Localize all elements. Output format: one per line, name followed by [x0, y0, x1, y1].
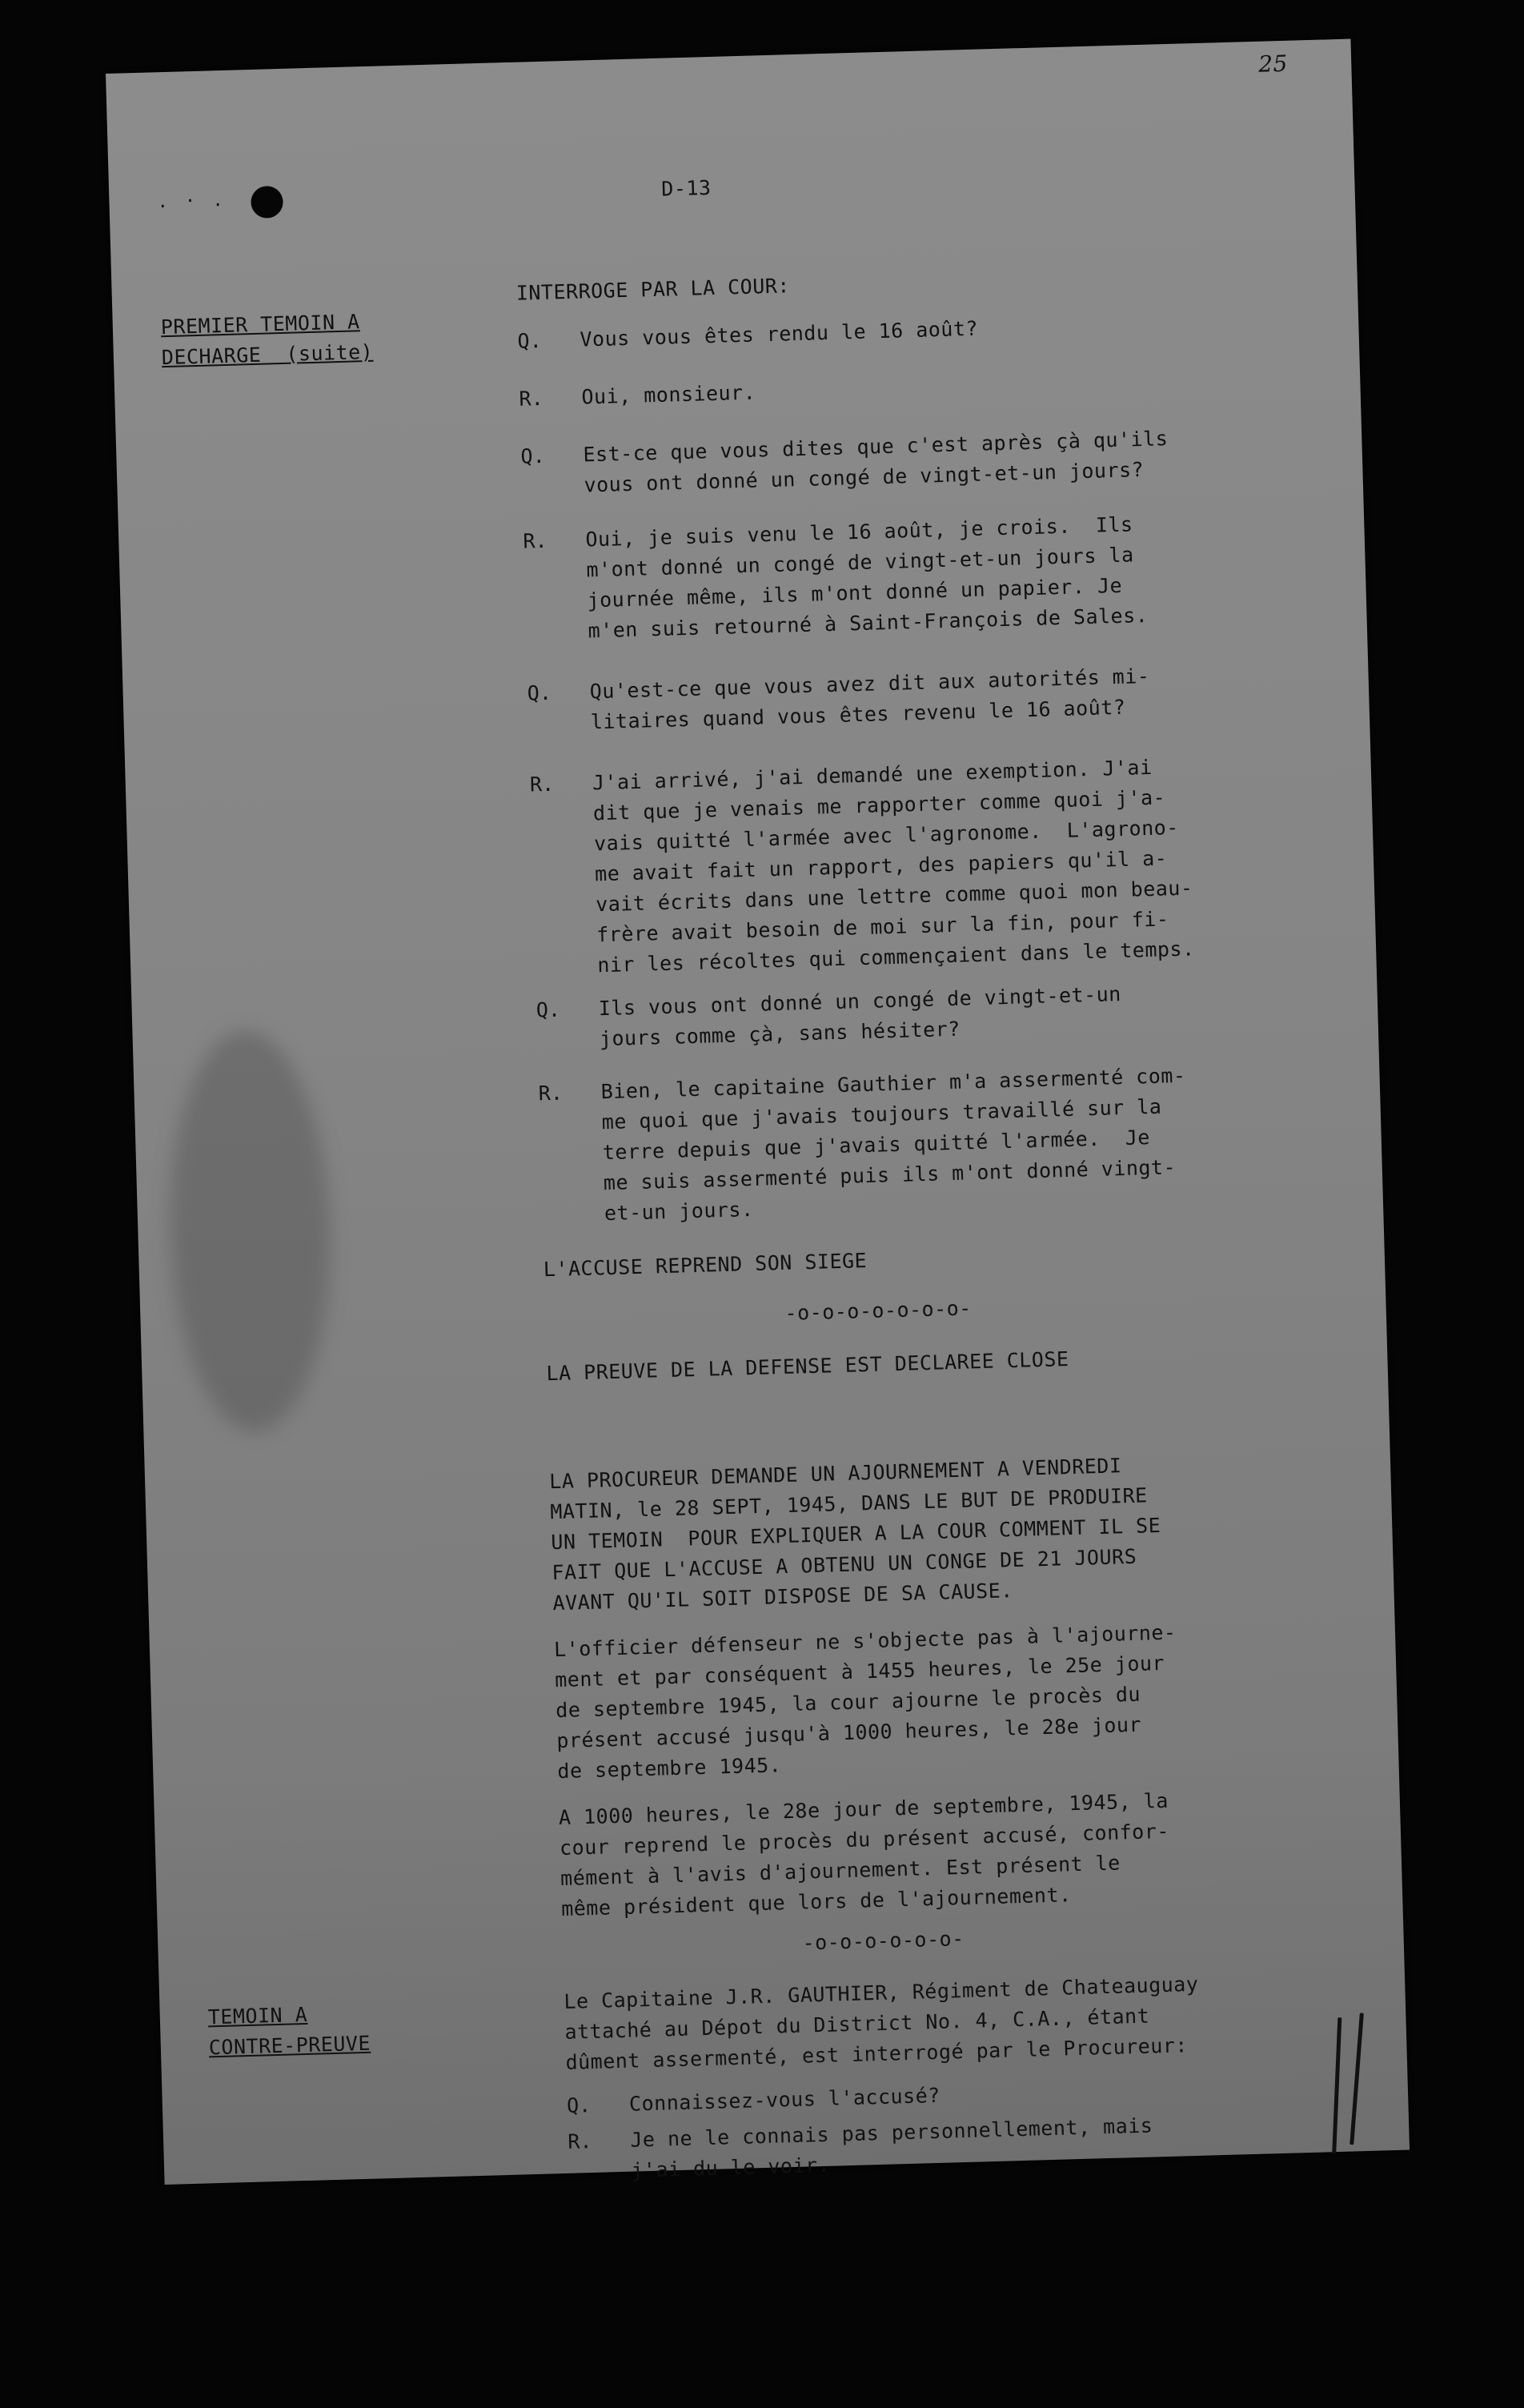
qa-text: Je ne le connais pas personnellement, mais j'ai du le voir. — [629, 2113, 1153, 2182]
reprise-paragraph: A 1000 heures, le 28e jour de septembre, 1945, la cour reprend le procès du présent accusé, confor- mément à l'avis d'ajournement. Est présent le même président que lors de l'ajournement. — [558, 1788, 1170, 1920]
section-heading: INTERROGE PAR LA COUR: — [515, 274, 791, 305]
preuve-close-heading: LA PREUVE DE LA DEFENSE EST DECLAREE CLOSE — [546, 1347, 1069, 1386]
document-code: D-13 — [660, 175, 712, 201]
handwritten-mark — [1350, 2013, 1364, 2145]
margin-label-contre-preuve: TEMOIN A CONTRE-PREUVE — [207, 2002, 371, 2060]
procureur-demande-paragraph: LA PROCUREUR DEMANDE UN AJOURNEMENT A VENDREDI MATIN, le 28 SEPT, 1945, DANS LE BUT DE PRODUIRE UN TEMOIN POUR EXPLIQUER A LA COUR COMMENT IL SE FAIT QUE L'ACCUSE A OBTENU UN CONGE DE 21 JOURS AVANT QU'IL SOIT DISPOSE DE SA CAUSE. — [548, 1454, 1161, 1615]
qa-item — [523, 504, 1323, 643]
officier-paragraph: L'officier défenseur ne s'objecte pas à l'ajourne- ment et par conséquent à 1455 heures, le 25e jour de septembre 1945, la cour ajourne le procès du présent accusé jusqu'à 1000 heures, le 28e jour de septembre 1945. — [553, 1620, 1177, 1784]
separator: -o-o-o-o-o-o- — [802, 1926, 965, 1955]
punch-hole — [251, 186, 283, 219]
document-page — [106, 39, 1410, 2185]
handwritten-mark — [1332, 2017, 1342, 2153]
qa-item — [517, 304, 1317, 353]
qa-text: Est-ce que vous dites que c'est après çà qu'ils vous ont donné un congé de vingt-et-un jours? — [583, 427, 1169, 497]
qa-item — [519, 362, 1319, 411]
qa-marker: Q. — [520, 443, 546, 468]
qa-text: Oui, monsieur. — [581, 380, 756, 409]
capitaine-paragraph: Le Capitaine J.R. GAUTHIER, Régiment de Chateauguay attaché au Dépot du District No. 4, C.A., étant dûment assermenté, est interrogé par le Procureur: — [563, 1972, 1199, 2074]
qa-marker: R. — [523, 528, 548, 553]
paper-smudge — [164, 1029, 335, 1433]
qa-item — [538, 1056, 1338, 1226]
separator: -o-o-o-o-o-o-o- — [784, 1296, 973, 1325]
qa-text: Vous vous êtes rendu le 16 août? — [580, 316, 979, 351]
qa-text: Ils vous ont donné un congé de vingt-et-un jours comme çà, sans hésiter? — [598, 982, 1122, 1051]
qa-marker: Q. — [517, 328, 543, 353]
margin-label-witness: PREMIER TEMOIN A DECHARGE (suite) — [160, 310, 374, 370]
qa-text: Oui, je suis venu le 16 août, je crois. Ils m'ont donné un congé de vingt-et-un jours la journée même, ils m'ont donné un papier. Je m'en suis retourné à Saint-François de Sales. — [585, 512, 1149, 643]
qa-text: J'ai arrivé, j'ai demandé une exemption. J'ai dit que je venais me rapporter comme quoi j'a- vais quitté l'armée avec l'agronome. L'agrono- me avait fait un rapport, des papiers qu'il a- vait écrits dans une lettre comme quoi mon beau- frère avait besoin de moi sur la fin, pour fi- nir les récoltes qui commençaient dans le temps. — [592, 755, 1195, 977]
qa-text: Qu'est-ce que vous avez dit aux autorités mi- litaires quand vous êtes revenu le 16 août? — [589, 664, 1150, 734]
qa-marker: Q. — [527, 680, 552, 705]
qa-marker: R. — [567, 2129, 592, 2153]
qa-marker: R. — [529, 772, 555, 797]
accuse-reprend-heading: L'ACCUSE REPREND SON SIEGE — [543, 1249, 868, 1282]
qa-text: Connaissez-vous l'accusé? — [628, 2083, 941, 2116]
qa-marker: Q. — [566, 2093, 592, 2117]
qa-item — [527, 656, 1327, 734]
qa-marker: Q. — [535, 997, 561, 1022]
qa-text: Bien, le capitaine Gauthier m'a assermenté com- me quoi que j'avais toujours travaillé sur la terre depuis que j'avais quitté l'armée. Je me suis assermenté puis ils m'ont donné vingt- et-un jours. — [600, 1063, 1186, 1226]
qa-item — [520, 419, 1321, 497]
qa-marker: R. — [519, 386, 544, 411]
qa-item — [529, 748, 1329, 977]
page-number: 25 — [1257, 50, 1289, 78]
qa-marker: R. — [538, 1081, 563, 1106]
margin-marks: . · . — [157, 190, 227, 213]
